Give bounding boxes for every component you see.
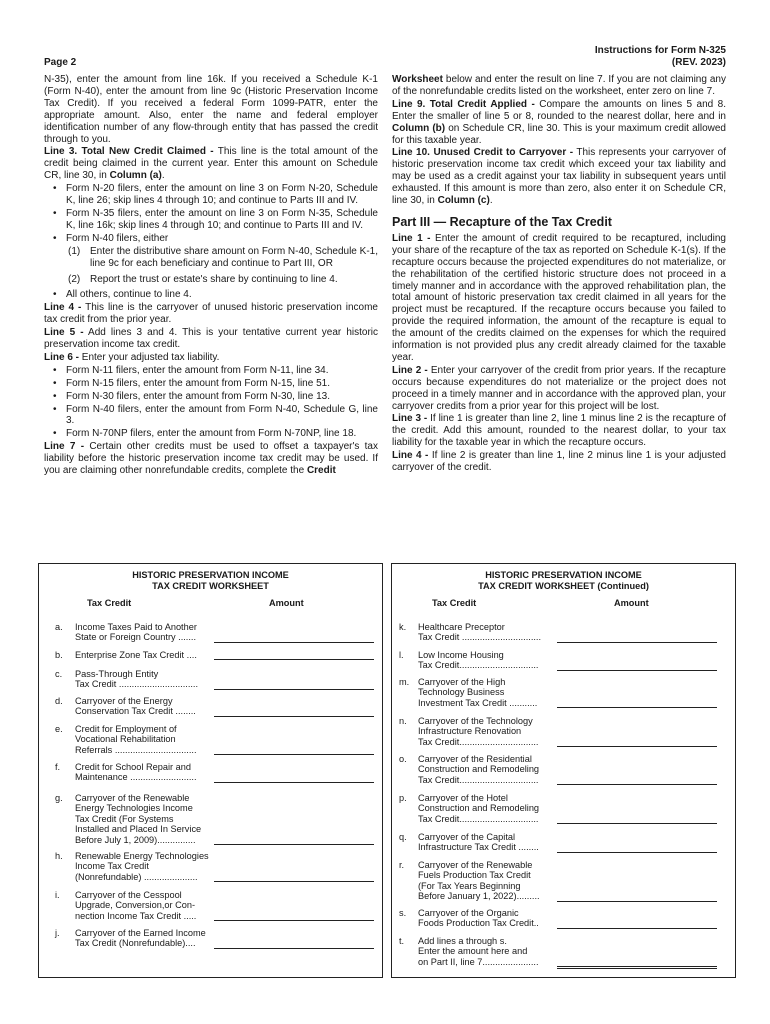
amount-entry-line[interactable] (557, 634, 717, 643)
part3-line3-paragraph (392, 413, 726, 449)
worksheet-title-line: HISTORIC PRESERVATION INCOME (132, 570, 289, 580)
row-description (75, 622, 220, 643)
row-description-line: (For Tax Years Beginning (418, 880, 521, 891)
row-description-line: Carryover of the Renewable (418, 860, 533, 870)
line3-text: This line is the total amount of the credit being claimed in the current year. Enter this amount on Schedule CR, line 30, in (44, 146, 379, 182)
line7-label: Line 7 - (44, 441, 85, 453)
line7-paragraph (44, 441, 378, 477)
worksheet-column-headers (39, 598, 382, 612)
row-description-line: Maintenance .......................... (75, 772, 197, 783)
worksheet-title (39, 570, 382, 592)
line3-column: Column (a) (109, 170, 162, 182)
line6-paragraph (44, 352, 378, 364)
row-description-line: Tax Credit............................... (418, 774, 539, 785)
row-description-line: Enterprise Zone Tax Credit .... (75, 650, 197, 660)
amount-header: Amount (269, 598, 304, 608)
amount-entry-line[interactable] (214, 836, 374, 845)
line9-paragraph (392, 99, 726, 147)
row-letter: b. (55, 650, 63, 660)
row-description (418, 860, 568, 902)
line4-label: Line 4 - (44, 302, 82, 314)
intro-paragraph: N-35), enter the amount from line 16k. If you received a Schedule K-1 (Form N-40), enter the amount from line 9c (Historic Preservation Income Tax Credit). If you received a federal Form 1099-PATR, enter the appropriate amount. Also, enter the name and federal employer identification number of any flow-through entity that has passed the credit through to you. (44, 74, 378, 145)
worksheet-title-line: HISTORIC PRESERVATION INCOME (485, 570, 642, 580)
form-header (595, 45, 726, 69)
row-description-line: Low Income Housing (418, 650, 504, 660)
form-title: Instructions for Form N-325 (594, 45, 726, 56)
amount-entry-line[interactable] (557, 738, 717, 747)
row-description-line: Tax Credit (Nonrefundable).... (75, 938, 196, 949)
row-description-line: Infrastructure Renovation (418, 726, 522, 737)
row-description-line: Foods Production Tax Credit.. (418, 918, 539, 929)
continuation-text: below and enter the result on line 7. If you are not claiming any of the nonrefundable credits listed on the worksheet, enter zero on line 7. (392, 74, 726, 97)
part3-line1-label: Line 1 - (392, 232, 431, 244)
row-letter: o. (399, 754, 407, 764)
row-description-line: Tax Credit............................... (418, 660, 539, 671)
row-description-line: Fuels Production Tax Credit (418, 870, 531, 881)
sub-number: (2) (68, 273, 81, 285)
line3-end: . (161, 170, 165, 182)
line5-label: Line 5 - (44, 327, 84, 339)
row-description-line: Conservation Tax Credit ........ (75, 706, 196, 717)
row-description-line: Carryover of the Energy (75, 696, 173, 706)
amount-entry-line[interactable] (557, 893, 717, 902)
amount-entry-line[interactable] (214, 912, 374, 921)
line7-bold: Credit (306, 465, 336, 477)
row-description-line: nection Income Tax Credit ..... (75, 910, 197, 921)
worksheet-continued-box (391, 563, 736, 978)
n40-options (44, 246, 378, 286)
page-number: Page 2 (44, 57, 77, 68)
tax-credit-header: Tax Credit (432, 598, 477, 608)
row-description-line: Add lines a through s. (418, 936, 507, 946)
sub-number: (1) (68, 245, 81, 257)
line10-paragraph (392, 147, 726, 207)
row-description-line: Enter the amount here and (418, 946, 528, 957)
worksheet-title-line: TAX CREDIT WORKSHEET (152, 581, 269, 591)
row-description-line: Tax Credit............................... (418, 736, 539, 747)
row-description-line: Installed and Placed In Service (75, 824, 202, 835)
list-item: • Form N-70NP filers, enter the amount from Form N-70NP, line 18. (66, 428, 378, 440)
sub-text: Report the trust or estate's share by continuing to line 4. (90, 273, 338, 285)
part3-line3-label: Line 3 - (392, 413, 428, 425)
row-description-line: Tax Credit............................... (418, 813, 539, 824)
row-description-line: Carryover of the Residential (418, 754, 532, 764)
row-description (418, 908, 568, 929)
list-item: • Form N-40 filers, enter the amount from Form N-40, Schedule G, line 3. (66, 404, 378, 428)
row-description-line: Tax Credit ............................... (418, 632, 542, 643)
row-description-line: Referrals ................................ (75, 744, 197, 755)
row-description (75, 890, 220, 921)
row-description-line: Carryover of the High (418, 677, 506, 687)
part3-line4-paragraph (392, 450, 726, 474)
list-item: • Form N-30 filers, enter the amount from Form N-30, line 13. (66, 391, 378, 403)
row-description-line: Income Taxes Paid to Another (75, 622, 197, 632)
row-description (418, 677, 568, 708)
line9-column: Column (b) (392, 122, 446, 134)
worksheet-title (392, 570, 735, 592)
amount-entry-line[interactable] (557, 958, 717, 969)
line5-paragraph (44, 327, 378, 351)
amount-entry-line[interactable] (557, 815, 717, 824)
line10-end: . (489, 195, 493, 207)
row-description-line: (Nonrefundable) ..................... (75, 871, 198, 882)
worksheet-box (38, 563, 383, 978)
left-column (44, 74, 378, 478)
row-letter: m. (399, 677, 410, 687)
list-item (68, 273, 378, 286)
part3-heading: Part III — Recapture of the Tax Credit (392, 214, 612, 229)
row-letter: k. (399, 622, 407, 632)
part3-line3-text: If line 1 is greater than line 2, line 1 minus line 2 is the recapture of the credit. Add this amount, rounded to the nearest dollar, to your tax liability for the taxable year in which the recapture occurs. (392, 413, 726, 449)
row-letter: f. (55, 762, 61, 772)
amount-entry-line[interactable] (557, 776, 717, 785)
amount-entry-line[interactable] (557, 662, 717, 671)
line4-text: This line is the carryover of unused historic preservation income tax credit from the prior year. (44, 302, 378, 326)
row-description (75, 851, 220, 882)
list-item: • Form N-20 filers, enter the amount on line 3 on Form N-20, Schedule K, line 26; skip lines 4 through 10; and continue to Parts III and IV. (66, 183, 378, 207)
amount-header: Amount (614, 598, 649, 608)
row-letter: e. (55, 724, 63, 734)
part3-line2-label: Line 2 - (392, 364, 428, 376)
worksheet-continuation (392, 74, 726, 98)
row-description-line: Tax Credit ............................... (75, 679, 199, 690)
row-description-line: on Part II, line 7...................... (418, 956, 539, 967)
amount-entry-line[interactable] (214, 681, 374, 690)
row-letter: q. (399, 832, 407, 842)
form-revision: (REV. 2023) (671, 57, 726, 68)
row-description-line: Renewable Energy Technologies (75, 851, 209, 861)
row-letter: r. (399, 860, 405, 870)
part3-line1-text: Enter the amount of credit required to be recaptured, including your share of the recapture of the tax as reported on Schedule K-1(s). If the recapture occurs because the projected expenditures do not materialize, or the rehabilitation of the certified historic structure does not proceed in a timely manner and in accordance with the approved rehabilitation plan, the total amount of historic preservation tax credit claimed in all years for the project must be recaptured. If the recapture occurs because you failed to provide the required information, the amount of the recapture is equal to the amount of the credits claimed on the expenses for which the required information is not provided plus any credit already claimed for the taxable year. (392, 232, 726, 363)
amount-entry-line[interactable] (557, 699, 717, 708)
row-description-line: Credit for Employment of (75, 724, 177, 734)
worksheet-column-headers (392, 598, 735, 612)
row-description-line: Carryover of the Capital (418, 832, 516, 842)
list-item: • All others, continue to line 4. (66, 289, 378, 301)
row-letter: s. (399, 908, 407, 918)
line3-label: Line 3. Total New Credit Claimed - (44, 146, 214, 158)
list-item: • Form N-11 filers, enter the amount from Form N-11, line 34. (66, 365, 378, 377)
amount-entry-line[interactable] (214, 774, 374, 783)
line6-label: Line 6 - (44, 351, 80, 363)
row-description-line: Carryover of the Organic (418, 908, 519, 918)
part3-line4-text: If line 2 is greater than line 1, line 2 minus line 1 is your adjusted carryover of the credit. (392, 450, 726, 474)
row-description (75, 650, 220, 660)
row-description (75, 793, 220, 845)
amount-entry-line[interactable] (557, 920, 717, 929)
row-description-line: Carryover of the Renewable (75, 793, 190, 803)
row-description-line: Investment Tax Credit ........... (418, 697, 538, 708)
row-letter: j. (55, 928, 60, 938)
row-description-line: Vocational Rehabilitation (75, 734, 176, 745)
row-description (418, 716, 568, 747)
row-letter: i. (55, 890, 60, 900)
worksheet-ref: Worksheet (392, 74, 443, 85)
line10-text: This represents your carryover of historic preservation income tax credit which exceed your tax liability and may be used as a credit against your tax liability in subsequent years until exhausted. If this amount is more than zero, also enter it on Schedule CR, line 30, in (392, 147, 726, 207)
row-description-line: Construction and Remodeling (418, 803, 540, 814)
row-letter: n. (399, 716, 407, 726)
row-description-line: Pass-Through Entity (75, 669, 159, 679)
row-description-line: Technology Business (418, 687, 505, 698)
row-description (418, 622, 568, 643)
row-description-line: Carryover of the Earned Income (75, 928, 206, 938)
row-description-line: Construction and Remodeling (418, 764, 540, 775)
row-description-line: Upgrade, Conversion,or Con- (75, 900, 196, 911)
row-letter: g. (55, 793, 63, 803)
amount-entry-line[interactable] (214, 651, 374, 660)
row-description-line: Energy Technologies Income (75, 803, 193, 814)
row-description-line: Income Tax Credit (75, 861, 149, 872)
amount-entry-line[interactable] (214, 873, 374, 882)
amount-entry-line[interactable] (214, 940, 374, 949)
row-description (418, 936, 568, 967)
worksheet-title-line: TAX CREDIT WORKSHEET (Continued) (478, 581, 649, 591)
row-description-line: Healthcare Preceptor (418, 622, 505, 632)
row-description-line: Infrastructure Tax Credit ........ (418, 842, 539, 853)
row-description (75, 762, 220, 783)
row-description (75, 696, 220, 717)
row-letter: h. (55, 851, 63, 861)
line6-bullets (44, 365, 378, 440)
line7-text: Certain other credits must be used to offset a taxpayer's tax liability before the historic preservation income tax credit may be used. If you are claiming other nonrefundable credits, complete the (44, 441, 378, 477)
row-description (75, 724, 220, 755)
tax-credit-header: Tax Credit (87, 598, 132, 608)
list-item (68, 245, 378, 270)
row-description (418, 793, 568, 824)
row-description-line: Credit for School Repair and (75, 762, 191, 772)
line3-bullets (44, 183, 378, 245)
line9-end: on Schedule CR, line 30. This is your maximum credit allowed for this taxable year. (392, 122, 726, 146)
line10-column: Column (c) (437, 195, 490, 207)
amount-entry-line[interactable] (214, 746, 374, 755)
row-description-line: State or Foreign Country ....... (75, 632, 197, 643)
part3-line1-paragraph (392, 233, 726, 364)
row-description-line: Carryover of the Cesspool (75, 890, 182, 900)
row-letter: t. (399, 936, 405, 946)
amount-entry-line[interactable] (214, 708, 374, 717)
row-description (418, 650, 568, 671)
line9-text: Compare the amounts on lines 5 and 8. Enter the smaller of line 5 or 8, rounded to the nearest dollar, here and in (392, 98, 726, 122)
row-description (418, 754, 568, 785)
row-letter: l. (399, 650, 404, 660)
amount-entry-line[interactable] (214, 634, 374, 643)
list-item: • Form N-40 filers, either (66, 233, 378, 245)
row-description-line: Tax Credit (For Systems (75, 813, 174, 824)
sub-text: Enter the distributive share amount on Form N-40, Schedule K-1, line 9c for each beneficiary and continue to Part III, OR (90, 245, 378, 269)
row-description-line: Carryover of the Technology (418, 716, 533, 726)
row-description (75, 928, 220, 949)
list-item: • Form N-15 filers, enter the amount from Form N-15, line 51. (66, 378, 378, 390)
part3-line2-text: Enter your carryover of the credit from prior years. If the recapture occurs because expenditures do not materialize or the project does not proceed in a timely manner and in accordance with the approved plan, your carryover credits from a prior year for this project will be lost. (392, 364, 726, 412)
line3-paragraph (44, 146, 378, 182)
line3-last-bullet (44, 289, 378, 301)
row-letter: a. (55, 622, 63, 632)
list-item: • Form N-35 filers, enter the amount on line 3 on Form N-35, Schedule K, line 16k; skip lines 4 through 10; and continue to Parts III and IV. (66, 208, 378, 232)
line5-text: Add lines 3 and 4. This is your tentative current year historic preservation income tax credit. (44, 327, 378, 351)
line4-paragraph (44, 302, 378, 326)
right-column (392, 74, 726, 475)
row-description-line: Carryover of the Hotel (418, 793, 508, 803)
row-letter: c. (55, 669, 63, 679)
row-description-line: Before January 1, 2022)......... (418, 891, 540, 902)
part3-line4-label: Line 4 - (392, 450, 429, 462)
row-description (418, 832, 568, 853)
row-description-line: Before July 1, 2009)............... (75, 834, 196, 845)
part3-line2-paragraph (392, 365, 726, 413)
line6-text: Enter your adjusted tax liability. (79, 351, 220, 363)
amount-entry-line[interactable] (557, 844, 717, 853)
row-letter: d. (55, 696, 63, 706)
row-letter: p. (399, 793, 407, 803)
line10-label: Line 10. Unused Credit to Carryover - (392, 147, 574, 159)
row-description (75, 669, 220, 690)
line9-label: Line 9. Total Credit Applied - (392, 98, 535, 110)
